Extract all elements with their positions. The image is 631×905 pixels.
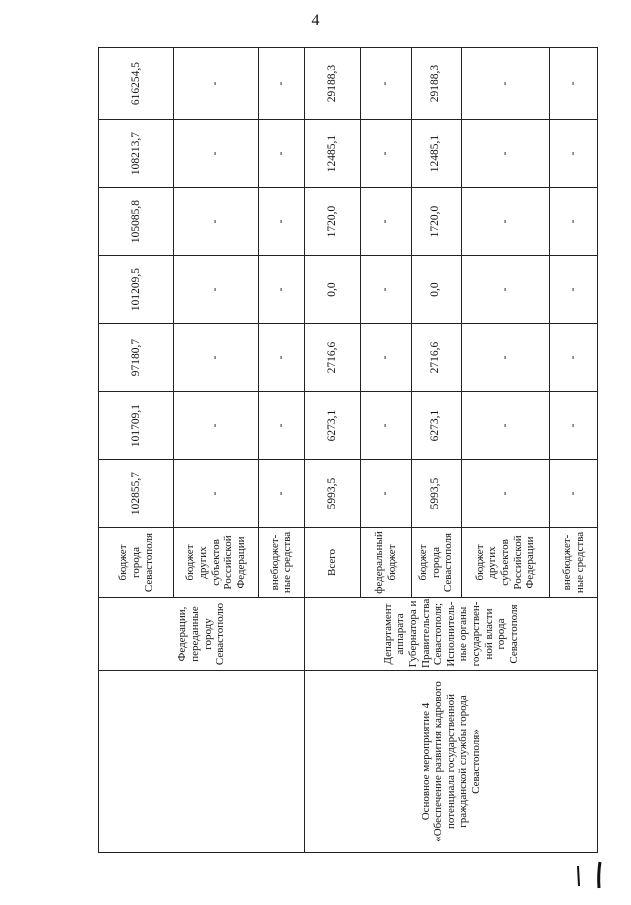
cell-value: - [550, 324, 598, 392]
cell-event-name: Основное мероприятие 4 «Обеспечение развития кадрового потенциала государственной гражданской службы города Севастополя» [305, 671, 598, 853]
cell-value: - [174, 188, 258, 256]
budget-table [98, 47, 598, 853]
cell-value: - [461, 324, 550, 392]
cell-value: 5993,5 [305, 460, 360, 528]
cell-value: - [174, 460, 258, 528]
cell-value: 2716,6 [305, 324, 360, 392]
cell-value: - [174, 120, 258, 188]
cell-value: - [258, 324, 305, 392]
cell-value: - [360, 188, 411, 256]
cell-funding-source: федеральный бюджет [360, 528, 411, 598]
cell-value: 0,0 [411, 256, 461, 324]
cell-value: 29188,3 [305, 48, 360, 120]
cell-value: - [360, 120, 411, 188]
cell-value: 101709,1 [99, 392, 174, 460]
cell-value: 1720,0 [411, 188, 461, 256]
scan-marks [572, 860, 612, 890]
cell-funding-source: бюджет города Севастополя [99, 528, 174, 598]
cell-value: - [258, 460, 305, 528]
cell-funding-source: бюджет других субъектов Российской Федерации [174, 528, 258, 598]
cell-value: - [174, 392, 258, 460]
cell-funding-source: бюджет города Севастополя [411, 528, 461, 598]
cell-value: 12485,1 [411, 120, 461, 188]
cell-value: - [550, 188, 598, 256]
cell-value: 102855,7 [99, 460, 174, 528]
cell-value: 12485,1 [305, 120, 360, 188]
cell-value: - [550, 120, 598, 188]
cell-value: - [174, 48, 258, 120]
cell-value: - [258, 48, 305, 120]
cell-executor: Федерации, переданные городу Севастополю [99, 598, 305, 671]
cell-value: 616254,5 [99, 48, 174, 120]
cell-funding-source: Всего [305, 528, 360, 598]
cell-value: 5993,5 [411, 460, 461, 528]
cell-value: - [550, 460, 598, 528]
cell-value: - [550, 48, 598, 120]
rotated-table-frame [98, 48, 598, 853]
cell-value: - [258, 188, 305, 256]
cell-value: - [258, 120, 305, 188]
cell-value: 101209,5 [99, 256, 174, 324]
cell-value: - [174, 324, 258, 392]
cell-value: 2716,6 [411, 324, 461, 392]
cell-value: 29188,3 [411, 48, 461, 120]
cell-funding-source: бюджет других субъектов Российской Федерации [461, 528, 550, 598]
cell-value: - [550, 392, 598, 460]
cell-value: 6273,1 [411, 392, 461, 460]
cell-value: - [360, 48, 411, 120]
cell-value: - [461, 392, 550, 460]
cell-value: - [461, 48, 550, 120]
cell-value: 1720,0 [305, 188, 360, 256]
cell-funding-source: внебюджет-ные средства [550, 528, 598, 598]
cell-value: - [461, 188, 550, 256]
table-container [98, 48, 598, 853]
cell-value: - [461, 120, 550, 188]
cell-value: - [461, 256, 550, 324]
table-row [99, 48, 174, 853]
table-row [305, 48, 360, 853]
cell-value: - [550, 256, 598, 324]
page-number: 4 [311, 12, 320, 29]
cell-value: 0,0 [305, 256, 360, 324]
cell-value: 97180,7 [99, 324, 174, 392]
cell-event-name [99, 671, 305, 853]
cell-executor: Департамент аппарата Губернатора и Правительства Севастополя; Исполнитель-ные органы государствен-ной власти города Севастополя [305, 598, 598, 671]
cell-value: 105085,8 [99, 188, 174, 256]
cell-value: - [258, 256, 305, 324]
cell-value: 108213,7 [99, 120, 174, 188]
cell-funding-source: внебюджет-ные средства [258, 528, 305, 598]
cell-value: - [360, 256, 411, 324]
cell-value: - [461, 460, 550, 528]
cell-value: - [360, 460, 411, 528]
cell-value: 6273,1 [305, 392, 360, 460]
cell-value: - [360, 392, 411, 460]
cell-value: - [174, 256, 258, 324]
cell-value: - [258, 392, 305, 460]
cell-value: - [360, 324, 411, 392]
